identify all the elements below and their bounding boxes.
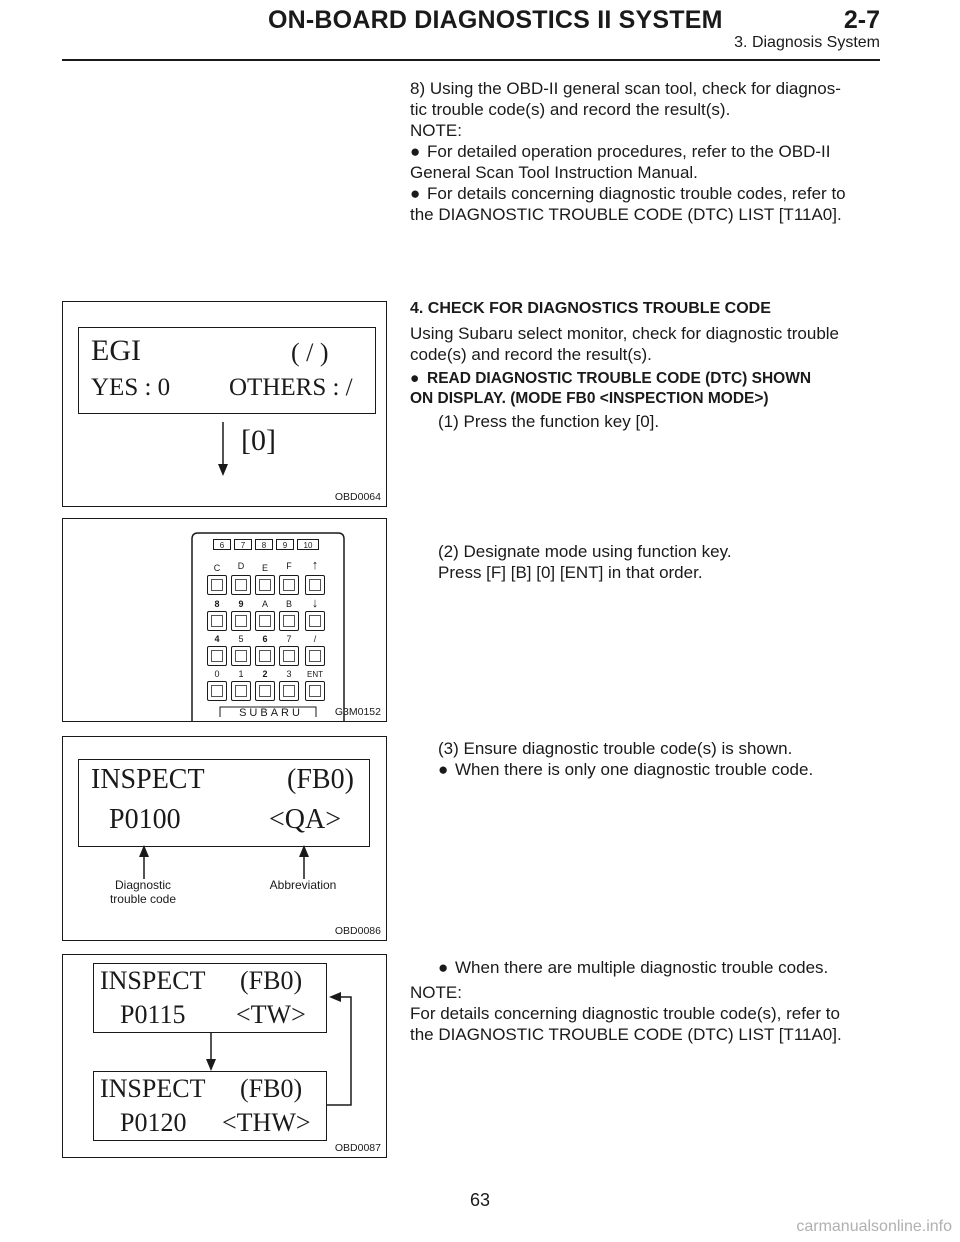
keypad (193, 537, 343, 717)
display-yes: YES : 0 (91, 374, 171, 401)
step8-line1: 8) Using the OBD-II general scan tool, check for diagnos- (410, 79, 841, 98)
display-mode-2: (FB0) (240, 1074, 303, 1103)
display-dtc: P0100 (109, 804, 181, 835)
figure-label: G3M0152 (334, 706, 381, 718)
figure-obd0086 (62, 736, 387, 941)
multi-dtc-bullet: When there are multiple diagnostic trouble codes. (455, 958, 829, 977)
step4-note-l2: the DIAGNOSTIC TROUBLE CODE (DTC) LIST [T11A0]. (410, 1025, 842, 1044)
step4-sub3: (3) Ensure diagnostic trouble code(s) is shown. (438, 739, 793, 758)
display-inspect-1: INSPECT (100, 966, 206, 995)
bullet-icon: ● (410, 184, 421, 203)
key-6[interactable] (255, 646, 275, 666)
key-ent[interactable] (305, 681, 325, 701)
step8-note: NOTE: (410, 121, 462, 140)
figure-g3m0152 (62, 518, 387, 722)
figure-label: OBD0064 (334, 491, 381, 503)
key-4[interactable] (207, 646, 227, 666)
key-label-d: D (237, 561, 245, 571)
step4-multi-block (410, 957, 880, 1045)
dtc-caption (93, 878, 193, 906)
display-inspect-2: INSPECT (100, 1074, 206, 1103)
key-label-2: 2 (262, 669, 268, 679)
step8-bullet2-l1: For details concerning diagnostic trouble codes, refer to (427, 184, 846, 203)
key-b[interactable] (279, 611, 299, 631)
down-arrow-icon: ↓ (311, 595, 319, 610)
key-label-8: 8 (214, 599, 220, 609)
step8-bullet1-l2: General Scan Tool Instruction Manual. (410, 163, 698, 182)
key-label-4: 4 (214, 634, 220, 644)
display-slash: ( / ) (291, 338, 329, 367)
step4-heading: 4. CHECK FOR DIAGNOSTICS TROUBLE CODE (410, 300, 771, 317)
up-arrow-icon (137, 845, 151, 881)
key-label-9: 9 (238, 599, 244, 609)
key-down[interactable] (305, 611, 325, 631)
key-c[interactable] (207, 575, 227, 595)
brand-label: SUBARU (239, 707, 303, 719)
key-label-7: 7 (286, 634, 292, 644)
step4-sub2-block (410, 541, 880, 583)
display-mode: (FB0) (287, 764, 354, 795)
step8-bullet1-l1: For detailed operation procedures, refer to the OBD-II (427, 142, 831, 161)
display-dtc-2: P0120 (120, 1108, 187, 1137)
step4-intro-l2: code(s) and record the result(s). (410, 345, 652, 364)
key-8[interactable] (207, 611, 227, 631)
fkey-8[interactable]: 8 (255, 539, 273, 550)
step4-note: NOTE: (410, 983, 462, 1002)
key-0[interactable] (207, 681, 227, 701)
step4-note-l1: For details concerning diagnostic trouble code(s), refer to (410, 1004, 840, 1023)
function-key-0: [0] (241, 424, 276, 457)
step4-block (410, 298, 880, 432)
watermark: carmanualsonline.info (796, 1218, 952, 1235)
step4-sub2-l2: Press [F] [B] [0] [ENT] in that order. (438, 563, 703, 582)
bullet-icon: ● (410, 370, 420, 387)
key-label-1: 1 (238, 669, 244, 679)
step4-intro-l1: Using Subaru select monitor, check for diagnostic trouble (410, 324, 840, 343)
step4-sub3-block (410, 738, 880, 780)
bullet-icon: ● (438, 760, 449, 779)
down-arrow-icon (206, 1059, 216, 1071)
figure-label: OBD0087 (334, 1142, 381, 1154)
dtc-caption-l1: Diagnostic (114, 878, 172, 892)
abbr-caption: Abbreviation (269, 878, 337, 892)
figure-obd0064 (62, 301, 387, 507)
figure-obd0087 (62, 954, 387, 1158)
fkey-9[interactable]: 9 (276, 539, 294, 550)
key-label-ent: ENT (307, 670, 323, 679)
key-label-slash: / (313, 634, 317, 644)
key-a[interactable] (255, 611, 275, 631)
key-7[interactable] (279, 646, 299, 666)
key-f[interactable] (279, 575, 299, 595)
key-e[interactable] (255, 575, 275, 595)
display-mode-1: (FB0) (240, 966, 303, 995)
up-arrow-icon: ↑ (311, 557, 319, 572)
key-up[interactable] (305, 575, 325, 595)
key-9[interactable] (231, 611, 251, 631)
cycle-arrows (63, 955, 386, 1157)
step4-bold-l2: ON DISPLAY. (MODE FB0 <INSPECTION MODE>) (410, 390, 769, 407)
key-label-f: F (286, 561, 292, 571)
key-label-5: 5 (238, 634, 244, 644)
section-subtitle: 3. Diagnosis System (734, 34, 880, 51)
key-label-6: 6 (262, 634, 268, 644)
display-inspect: INSPECT (91, 764, 205, 795)
display-egi: EGI (91, 334, 141, 367)
figure-label: OBD0086 (334, 925, 381, 937)
bullet-icon: ● (410, 142, 421, 161)
step4-sub2-l1: (2) Designate mode using function key. (438, 542, 732, 561)
key-label-b: B (285, 599, 292, 609)
display-dtc-1: P0115 (120, 1000, 186, 1029)
up-arrow-icon (297, 845, 311, 881)
display-abbr: <QA> (269, 804, 342, 835)
header-rule (62, 59, 880, 61)
key-label-0: 0 (214, 669, 220, 679)
display-others: OTHERS : / (229, 374, 353, 401)
fkey-6[interactable]: 6 (213, 539, 231, 550)
down-arrow-icon (213, 420, 233, 480)
display-abbr-2: <THW> (222, 1108, 311, 1137)
bullet-icon: ● (438, 958, 449, 977)
key-slash[interactable] (305, 646, 325, 666)
key-label-e: E (261, 563, 268, 573)
page-header-title: ON-BOARD DIAGNOSTICS II SYSTEM (268, 6, 723, 34)
key-1[interactable] (231, 681, 251, 701)
dtc-caption-l2: trouble code (109, 892, 177, 906)
left-arrow-icon (329, 992, 341, 1002)
key-label-3: 3 (286, 669, 292, 679)
step8-bullet2-l2: the DIAGNOSTIC TROUBLE CODE (DTC) LIST [T11A0]. (410, 205, 842, 224)
key-5[interactable] (231, 646, 251, 666)
fkey-7[interactable]: 7 (234, 539, 252, 550)
step4-sub1: (1) Press the function key [0]. (438, 412, 660, 431)
step4-bold-l1: READ DIAGNOSTIC TROUBLE CODE (DTC) SHOWN (427, 370, 812, 387)
step8-line2: tic trouble code(s) and record the result(s). (410, 100, 731, 119)
key-d[interactable] (231, 575, 251, 595)
step8-block (410, 78, 880, 225)
display-abbr-1: <TW> (236, 1000, 306, 1029)
display-screen (78, 327, 376, 414)
display-screen (78, 759, 370, 847)
key-3[interactable] (279, 681, 299, 701)
key-label-c: C (213, 563, 221, 573)
fkey-10[interactable]: 10 (297, 539, 319, 550)
key-2[interactable] (255, 681, 275, 701)
single-dtc-bullet: When there is only one diagnostic trouble code. (455, 760, 814, 779)
section-number: 2-7 (843, 6, 880, 34)
key-label-a: A (261, 599, 268, 609)
page-number: 63 (469, 1190, 491, 1210)
